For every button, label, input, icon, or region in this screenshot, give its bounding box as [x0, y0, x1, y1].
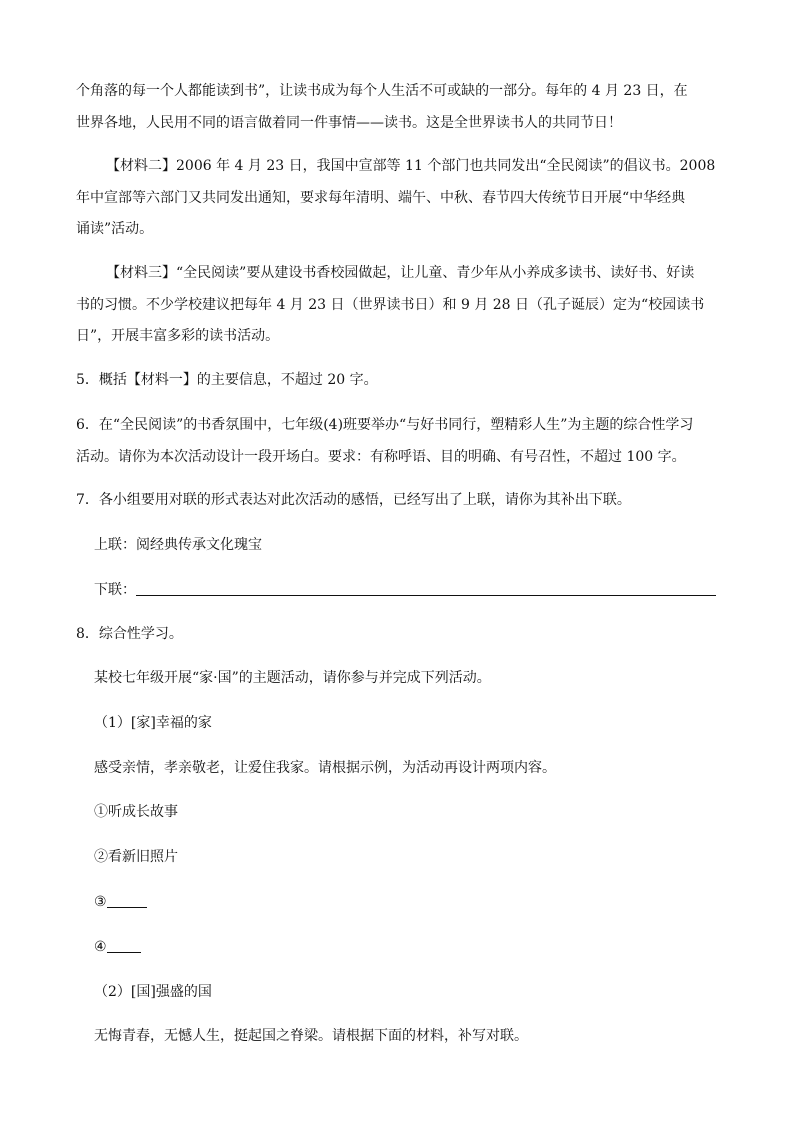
section-1-title: （1）[家]幸福的家	[94, 715, 212, 731]
list-item: ②看新旧照片	[94, 849, 178, 865]
section-2-title: （2）[国]强盛的国	[94, 984, 212, 1000]
list-item: ④	[94, 939, 107, 955]
question-8: 8．综合性学习。	[76, 626, 183, 642]
material-three-line-1: 【材料三】“全民阅读”要从建设书香校园做起，让儿童、青少年从小养成多读书、读好书、好读	[106, 265, 695, 281]
material-three-line-3: 日”，开展丰富多彩的读书活动。	[76, 328, 280, 344]
section-1-text: 感受亲情，孝亲敬老，让爱住我家。请根据示例，为活动再设计两项内容。	[94, 760, 556, 776]
question-6-line-2: 活动。请你为本次活动设计一段开场白。要求：有称呼语、目的明确、有号召性，不超过 100 字。	[76, 449, 686, 465]
question-8-intro: 某校七年级开展“家·国”的主题活动，请你参与并完成下列活动。	[94, 670, 491, 686]
couplet-lower-label: 下联：	[94, 582, 136, 598]
list-item: ①听成长故事	[94, 804, 178, 820]
material-one-line-1: 个角落的每一个人都能读到书”，让读书成为每个人生活不可或缺的一部分。每年的 4 月 23 日，在	[76, 83, 688, 99]
item-4-blank[interactable]	[107, 938, 141, 953]
list-item: ③	[94, 894, 107, 910]
couplet-upper: 上联：阅经典传承文化瑰宝	[94, 537, 262, 553]
question-7: 7．各小组要用对联的形式表达对此次活动的感悟，已经写出了上联，请你为其补出下联。	[76, 492, 631, 508]
section-2-text: 无悔青春，无憾人生，挺起国之脊梁。请根据下面的材料，补写对联。	[94, 1028, 528, 1044]
item-3-blank[interactable]	[107, 893, 147, 908]
couplet-lower-blank[interactable]	[136, 581, 716, 596]
list-item-blank-row	[94, 937, 141, 957]
material-one-line-2: 世界各地，人民用不同的语言做着同一件事情——读书。这是全世界读书人的共同节日！	[76, 115, 622, 131]
question-6-line-1: 6．在“全民阅读”的书香氛围中，七年级(4)班要举办“与好书同行，塑精彩人生”为主题的综合性学习	[76, 417, 694, 433]
material-two-line-1: 【材料二】2006 年 4 月 23 日，我国中宣部等 11 个部门也共同发出“全民阅读”的倡议书。2008	[106, 158, 716, 174]
material-two-line-2: 年中宣部等六部门又共同发出通知，要求每年清明、端午、中秋、春节四大传统节日开展“中华经典	[76, 190, 686, 206]
list-item-blank-row	[94, 892, 147, 912]
material-two-line-3: 诵读”活动。	[76, 221, 154, 237]
couplet-lower-row	[94, 580, 716, 600]
question-5: 5．概括【材料一】的主要信息，不超过 20 字。	[76, 372, 378, 388]
material-three-line-2: 书的习惯。不少学校建议把每年 4 月 23 日（世界读书日）和 9 月 28 日（孔子诞辰）定为“校园读书	[76, 297, 705, 313]
